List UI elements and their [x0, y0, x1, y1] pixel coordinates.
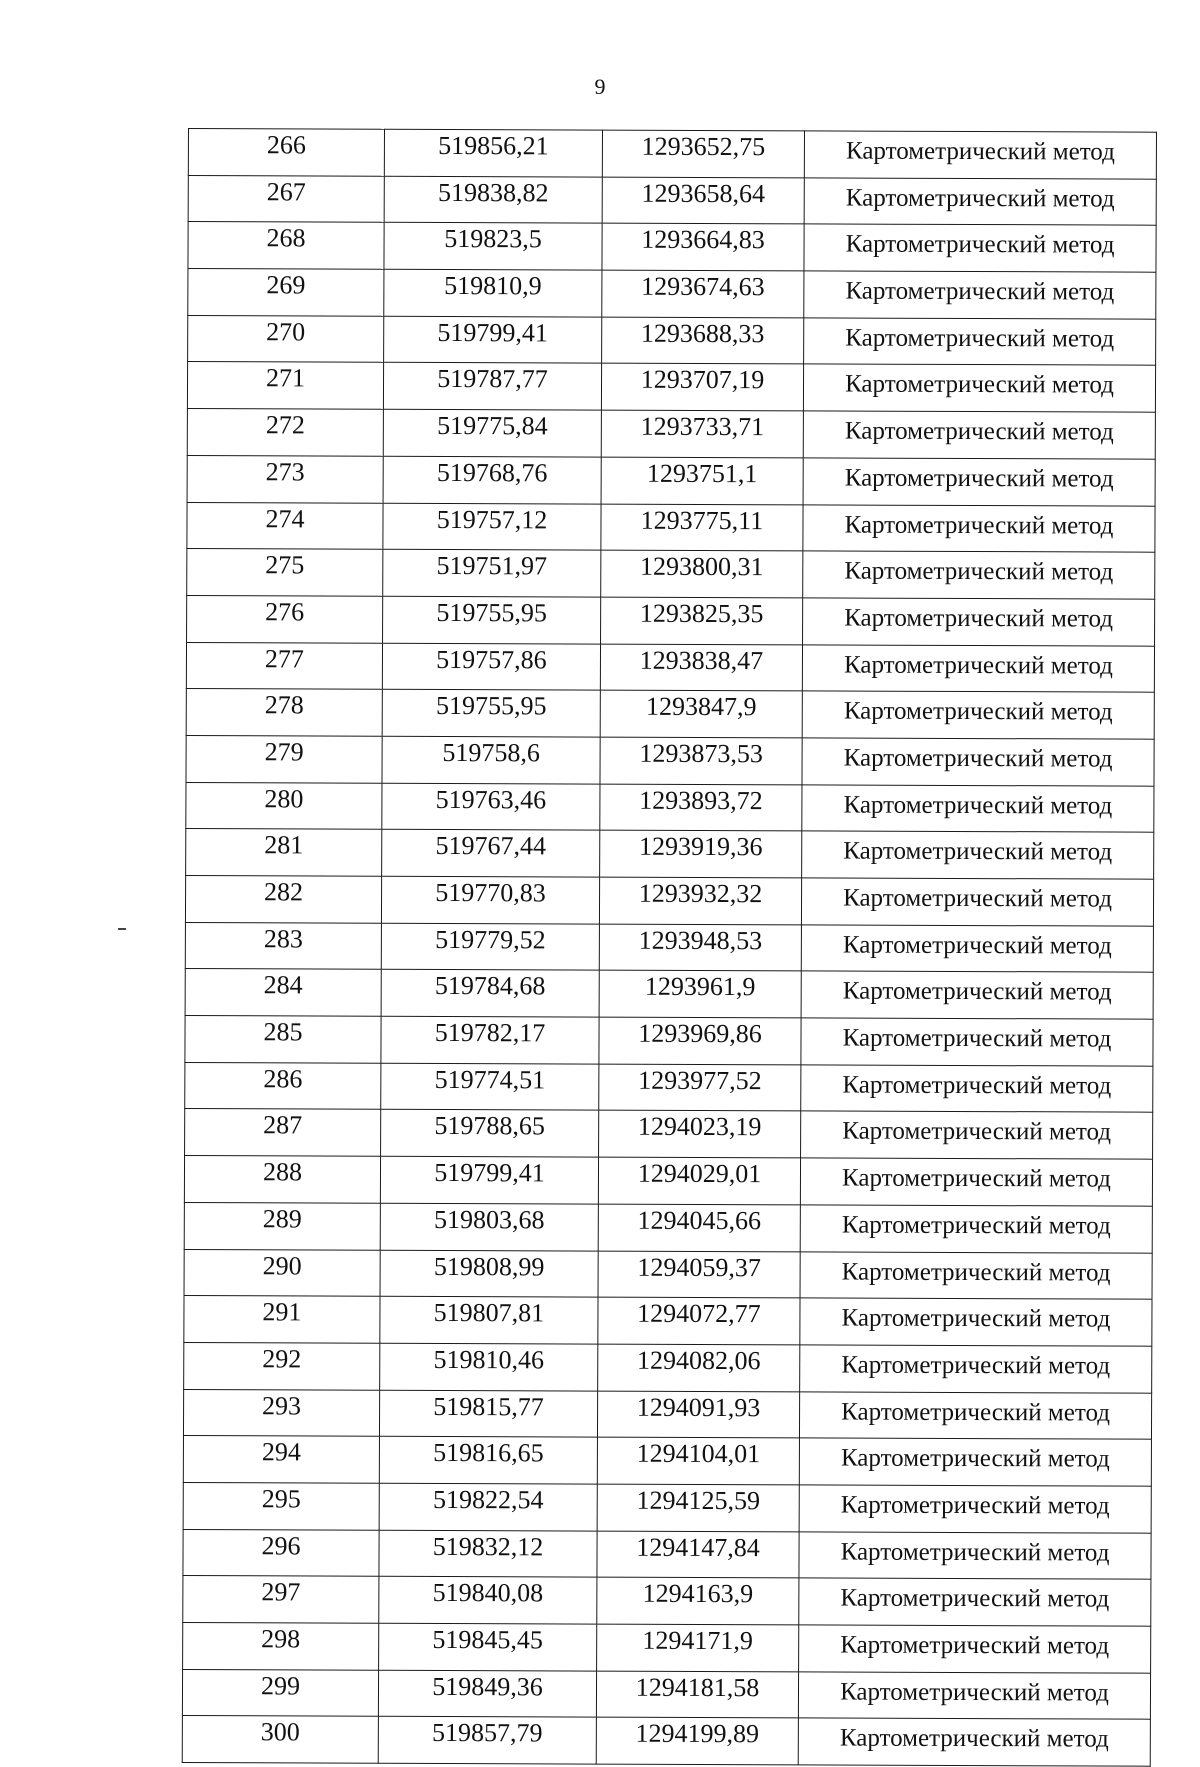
coordinates-table	[182, 128, 1157, 1767]
method-cell: Картометрический метод	[800, 1205, 1152, 1253]
point-number-cell: 300	[182, 1716, 378, 1763]
table-row	[186, 689, 1154, 739]
method-cell: Картометрический метод	[803, 598, 1155, 646]
point-number-cell: 286	[185, 1062, 381, 1109]
x-coordinate-cell: 519757,86	[382, 643, 600, 691]
point-number-cell: 295	[183, 1482, 379, 1529]
table-row	[183, 1529, 1151, 1579]
table-row	[187, 409, 1155, 459]
table-row	[183, 1436, 1151, 1486]
x-coordinate-cell: 519832,12	[379, 1530, 597, 1578]
x-coordinate-cell: 519823,5	[384, 223, 602, 271]
x-coordinate-cell: 519849,36	[378, 1670, 596, 1718]
x-coordinate-cell: 519787,77	[383, 363, 601, 411]
table-row	[184, 1202, 1152, 1252]
y-coordinate-cell: 1293977,52	[599, 1064, 801, 1111]
y-coordinate-cell: 1293919,36	[600, 830, 802, 877]
point-number-cell: 298	[183, 1622, 379, 1669]
point-number-cell: 274	[187, 502, 383, 549]
y-coordinate-cell: 1294082,06	[598, 1344, 800, 1391]
x-coordinate-cell: 519810,46	[380, 1343, 598, 1391]
method-cell: Картометрический метод	[803, 364, 1155, 412]
point-number-cell: 289	[184, 1202, 380, 1249]
table-body	[182, 129, 1156, 1767]
x-coordinate-cell: 519782,17	[381, 1016, 599, 1064]
method-cell: Картометрический метод	[804, 271, 1156, 319]
method-cell: Картометрический метод	[802, 738, 1154, 786]
x-coordinate-cell: 519784,68	[381, 970, 599, 1018]
table-row	[182, 1716, 1150, 1766]
point-number-cell: 281	[186, 829, 382, 876]
y-coordinate-cell: 1293733,71	[601, 410, 803, 457]
page-number: 9	[594, 74, 606, 99]
point-number-cell: 299	[182, 1669, 378, 1716]
y-coordinate-cell: 1293847,9	[600, 690, 802, 737]
x-coordinate-cell: 519799,41	[380, 1156, 598, 1204]
x-coordinate-cell: 519840,08	[379, 1577, 597, 1625]
method-cell: Картометрический метод	[804, 318, 1156, 366]
method-cell: Картометрический метод	[800, 1251, 1152, 1299]
y-coordinate-cell: 1293825,35	[601, 597, 803, 644]
y-coordinate-cell: 1293948,53	[599, 924, 801, 971]
y-coordinate-cell: 1293893,72	[600, 784, 802, 831]
method-cell: Картометрический метод	[804, 131, 1156, 179]
table-row	[188, 222, 1156, 272]
y-coordinate-cell: 1294199,89	[596, 1717, 798, 1764]
method-cell: Картометрический метод	[802, 644, 1154, 692]
method-cell: Картометрический метод	[801, 1111, 1153, 1159]
y-coordinate-cell: 1293674,63	[602, 270, 804, 317]
x-coordinate-cell: 519770,83	[381, 876, 599, 924]
y-coordinate-cell: 1294072,77	[598, 1297, 800, 1344]
method-cell: Картометрический метод	[801, 1065, 1153, 1113]
point-number-cell: 279	[186, 735, 382, 782]
method-cell: Картометрический метод	[801, 925, 1153, 973]
y-coordinate-cell: 1293707,19	[601, 364, 803, 411]
point-number-cell: 268	[188, 222, 384, 269]
point-number-cell: 287	[185, 1109, 381, 1156]
method-cell: Картометрический метод	[801, 1018, 1153, 1066]
x-coordinate-cell: 519822,54	[379, 1483, 597, 1531]
table-row	[184, 1156, 1152, 1206]
y-coordinate-cell: 1293751,1	[601, 457, 803, 504]
table-row	[182, 1669, 1150, 1719]
point-number-cell: 273	[187, 455, 383, 502]
x-coordinate-cell: 519755,95	[382, 690, 600, 738]
x-coordinate-cell: 519857,79	[378, 1717, 596, 1765]
table-row	[185, 969, 1153, 1019]
method-cell: Картометрический метод	[799, 1391, 1151, 1439]
table-row	[183, 1622, 1151, 1672]
method-cell: Картометрический метод	[803, 458, 1155, 506]
y-coordinate-cell: 1294029,01	[598, 1157, 800, 1204]
table-row	[188, 269, 1156, 319]
point-number-cell: 270	[188, 315, 384, 362]
table-row	[183, 1482, 1151, 1532]
x-coordinate-cell: 519757,12	[383, 503, 601, 551]
y-coordinate-cell: 1293800,31	[601, 550, 803, 597]
point-number-cell: 280	[186, 782, 382, 829]
y-coordinate-cell: 1293658,64	[602, 177, 804, 224]
y-coordinate-cell: 1294045,66	[598, 1204, 800, 1251]
y-coordinate-cell: 1294104,01	[597, 1437, 799, 1484]
point-number-cell: 294	[183, 1436, 379, 1483]
table-row	[183, 1389, 1151, 1439]
x-coordinate-cell: 519763,46	[382, 783, 600, 831]
point-number-cell: 285	[185, 1016, 381, 1063]
x-coordinate-cell: 519808,99	[380, 1250, 598, 1298]
y-coordinate-cell: 1294181,58	[596, 1671, 798, 1718]
x-coordinate-cell: 519807,81	[380, 1296, 598, 1344]
table-row	[185, 1109, 1153, 1159]
point-number-cell: 275	[187, 549, 383, 596]
y-coordinate-cell: 1294147,84	[597, 1531, 799, 1578]
x-coordinate-cell: 519845,45	[379, 1623, 597, 1671]
method-cell: Картометрический метод	[802, 691, 1154, 739]
table-row	[184, 1342, 1152, 1392]
method-cell: Картометрический метод	[803, 504, 1155, 552]
method-cell: Картометрический метод	[800, 1158, 1152, 1206]
table-row	[185, 1062, 1153, 1112]
y-coordinate-cell: 1293873,53	[600, 737, 802, 784]
table-row	[184, 1296, 1152, 1346]
scan-artifact-mark	[118, 928, 126, 930]
method-cell: Картометрический метод	[804, 224, 1156, 272]
x-coordinate-cell: 519788,65	[381, 1110, 599, 1158]
y-coordinate-cell: 1293652,75	[602, 130, 804, 177]
x-coordinate-cell: 519775,84	[383, 409, 601, 457]
table-row	[187, 362, 1155, 412]
point-number-cell: 290	[184, 1249, 380, 1296]
x-coordinate-cell: 519816,65	[379, 1436, 597, 1484]
table-row	[186, 782, 1154, 832]
table-row	[187, 455, 1155, 505]
table-row	[187, 595, 1155, 645]
method-cell: Картометрический метод	[800, 1298, 1152, 1346]
method-cell: Картометрический метод	[799, 1578, 1151, 1626]
table-row	[185, 1016, 1153, 1066]
y-coordinate-cell: 1294171,9	[597, 1624, 799, 1671]
y-coordinate-cell: 1294125,59	[597, 1484, 799, 1531]
table-row	[186, 642, 1154, 692]
method-cell: Картометрический метод	[798, 1718, 1150, 1766]
y-coordinate-cell: 1293688,33	[602, 317, 804, 364]
point-number-cell: 291	[184, 1296, 380, 1343]
table-row	[188, 315, 1156, 365]
y-coordinate-cell: 1293969,86	[599, 1017, 801, 1064]
method-cell: Картометрический метод	[804, 178, 1156, 226]
point-number-cell: 297	[183, 1576, 379, 1623]
x-coordinate-cell: 519755,95	[383, 596, 601, 644]
x-coordinate-cell: 519768,76	[383, 456, 601, 504]
method-cell: Картометрический метод	[803, 411, 1155, 459]
point-number-cell: 292	[184, 1342, 380, 1389]
point-number-cell: 278	[186, 689, 382, 736]
method-cell: Картометрический метод	[799, 1485, 1151, 1533]
y-coordinate-cell: 1294091,93	[597, 1391, 799, 1438]
table-row	[186, 735, 1154, 785]
method-cell: Картометрический метод	[799, 1438, 1151, 1486]
method-cell: Картометрический метод	[802, 831, 1154, 879]
y-coordinate-cell: 1293932,32	[599, 877, 801, 924]
point-number-cell: 269	[188, 269, 384, 316]
table-row	[183, 1576, 1151, 1626]
y-coordinate-cell: 1293664,83	[602, 223, 804, 270]
method-cell: Картометрический метод	[798, 1672, 1150, 1720]
y-coordinate-cell: 1293961,9	[599, 970, 801, 1017]
point-number-cell: 271	[187, 362, 383, 409]
method-cell: Картометрический метод	[803, 551, 1155, 599]
method-cell: Картометрический метод	[799, 1531, 1151, 1579]
method-cell: Картометрический метод	[801, 878, 1153, 926]
x-coordinate-cell: 519758,6	[382, 736, 600, 784]
point-number-cell: 283	[185, 922, 381, 969]
x-coordinate-cell: 519856,21	[384, 129, 602, 177]
point-number-cell: 282	[185, 875, 381, 922]
x-coordinate-cell: 519751,97	[383, 549, 601, 597]
point-number-cell: 284	[185, 969, 381, 1016]
x-coordinate-cell: 519774,51	[381, 1063, 599, 1111]
table-row	[186, 829, 1154, 879]
x-coordinate-cell: 519799,41	[384, 316, 602, 364]
x-coordinate-cell: 519815,77	[379, 1390, 597, 1438]
table-row	[188, 175, 1156, 225]
table-row	[188, 129, 1156, 179]
point-number-cell: 288	[184, 1156, 380, 1203]
method-cell: Картометрический метод	[800, 1345, 1152, 1393]
point-number-cell: 267	[188, 175, 384, 222]
point-number-cell: 266	[188, 129, 384, 176]
point-number-cell: 276	[187, 595, 383, 642]
table-row	[187, 502, 1155, 552]
y-coordinate-cell: 1293775,11	[601, 504, 803, 551]
point-number-cell: 293	[183, 1389, 379, 1436]
table-row	[184, 1249, 1152, 1299]
y-coordinate-cell: 1294059,37	[598, 1251, 800, 1298]
x-coordinate-cell: 519767,44	[382, 830, 600, 878]
method-cell: Картометрический метод	[801, 971, 1153, 1019]
x-coordinate-cell: 519810,9	[384, 269, 602, 317]
table-row	[187, 549, 1155, 599]
table-row	[185, 875, 1153, 925]
method-cell: Картометрический метод	[799, 1625, 1151, 1673]
y-coordinate-cell: 1294023,19	[599, 1111, 801, 1158]
table-row	[185, 922, 1153, 972]
point-number-cell: 277	[186, 642, 382, 689]
x-coordinate-cell: 519838,82	[384, 176, 602, 224]
x-coordinate-cell: 519803,68	[380, 1203, 598, 1251]
y-coordinate-cell: 1293838,47	[600, 644, 802, 691]
point-number-cell: 296	[183, 1529, 379, 1576]
x-coordinate-cell: 519779,52	[381, 923, 599, 971]
method-cell: Картометрический метод	[802, 784, 1154, 832]
y-coordinate-cell: 1294163,9	[597, 1577, 799, 1624]
point-number-cell: 272	[187, 409, 383, 456]
